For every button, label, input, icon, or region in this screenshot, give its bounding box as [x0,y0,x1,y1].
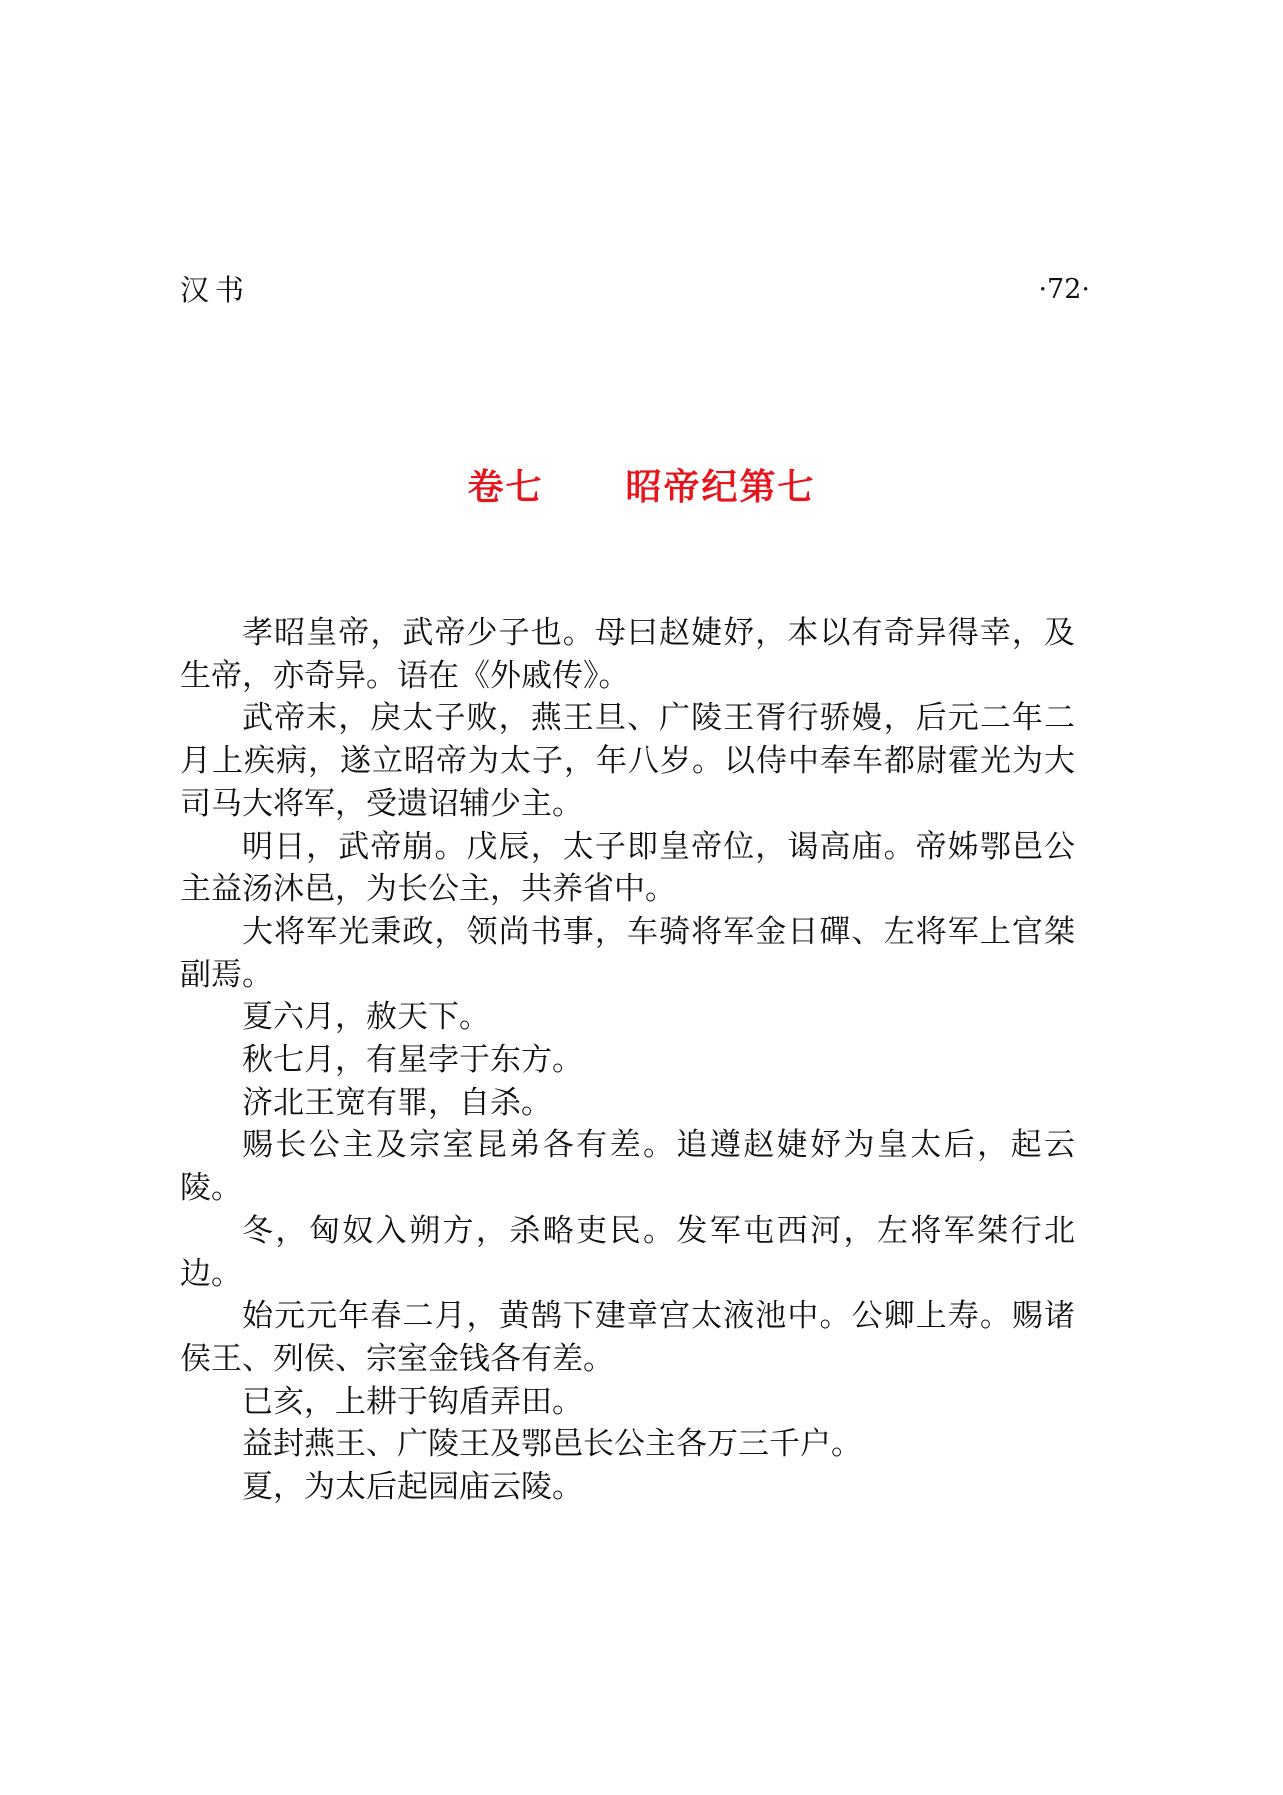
paragraph: 赐长公主及宗室昆弟各有差。追遵赵婕妤为皇太后，起云陵。 [180,1127,1075,1207]
paragraph: 益封燕王、广陵王及鄂邑长公主各万三千户。 [242,1426,862,1463]
paragraph: 济北王宽有罪，自杀。 [242,1084,552,1121]
paragraph: 孝昭皇帝，武帝少子也。母曰赵婕妤，本以有奇异得幸，及生帝，亦奇异。语在《外戚传》。 [180,615,1075,694]
page-number: ·72· [1038,274,1090,305]
paragraph: 大将军光秉政，领尚书事，车骑将军金日磾、左将军上官桀副焉。 [180,913,1075,993]
book-title: 汉书 [180,273,251,307]
running-header [180,270,1090,310]
paragraph: 秋七月，有星孛于东方。 [242,1042,583,1079]
paragraph: 已亥，上耕于钩盾弄田。 [242,1383,583,1420]
paragraph: 夏六月，赦天下。 [242,999,490,1036]
paragraph: 始元元年春二月，黄鹄下建章宫太液池中。公卿上寿。赐诸侯王、列侯、宗室金钱各有差。 [180,1298,1075,1377]
paragraph: 夏，为太后起园庙云陵。 [242,1469,583,1506]
body-text [180,612,1075,1509]
paragraph: 明日，武帝崩。戊辰，太子即皇帝位，谒高庙。帝姊鄂邑公主益汤沐邑，为长公主，共养省中。 [180,828,1075,908]
chapter-title: 昭帝纪第七 [625,467,816,508]
chapter-heading [0,458,1283,518]
paragraph: 武帝末，戾太子败，燕王旦、广陵王胥行骄嫚，后元二年二月上疾病，遂立昭帝为太子，年八岁。以侍中奉车都尉霍光为大司马大将军，受遗诏辅少主。 [180,700,1075,822]
paragraph: 冬，匈奴入朔方，杀略吏民。发军屯西河，左将军桀行北边。 [180,1212,1075,1292]
chapter-volume: 卷七 [467,467,544,508]
